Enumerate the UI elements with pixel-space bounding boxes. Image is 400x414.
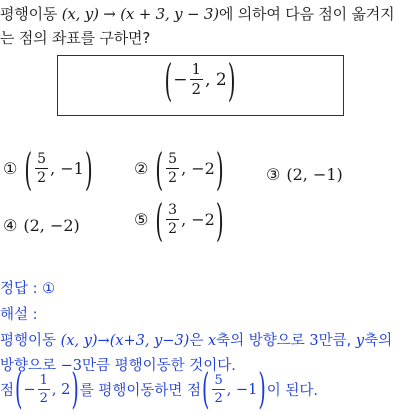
translation-rule: (x, y) → (x + 3, y − 3) [61, 5, 219, 23]
fraction-numerator: 5 [168, 151, 178, 167]
choice-2-rest: , −2 [181, 159, 215, 178]
shift-amount: −3 [60, 358, 83, 374]
fraction-denominator: 2 [39, 391, 48, 406]
choice-4-text: (2, −2) [23, 216, 80, 235]
explanation-line-1 [0, 329, 392, 350]
choice-4-label: ④ [3, 216, 18, 235]
question-line-1 [0, 3, 394, 24]
choice-5-fraction [166, 203, 179, 236]
right-paren: ) [71, 365, 79, 414]
left-paren: ( [202, 365, 210, 414]
choice-3-text: (2, −1) [286, 165, 343, 184]
explanation-label: 해설 : [0, 307, 38, 323]
fraction-numerator: 3 [168, 202, 178, 218]
choice-4[interactable] [3, 216, 80, 235]
x-variable: x [207, 333, 217, 349]
choice-2[interactable] [134, 142, 225, 195]
choice-1-fraction [35, 152, 48, 185]
point-sign: − [23, 381, 36, 398]
answer-label: 정답 : ① [0, 281, 56, 297]
explanation-fraction-2 [212, 374, 224, 405]
given-point-rest: , 2 [205, 69, 227, 90]
explanation-text: 은 [189, 333, 208, 349]
point-rest: , −1 [226, 381, 258, 398]
left-paren: ( [15, 365, 23, 414]
right-paren: ) [215, 193, 224, 246]
right-paren: ) [84, 142, 93, 195]
choice-2-fraction [166, 152, 179, 185]
explanation-text: 를 평행이동하면 점 [79, 383, 202, 399]
explanation-text: 점 [0, 383, 15, 399]
explanation-text: 축의 [364, 333, 393, 349]
explanation-text: 방향으로 [0, 358, 61, 374]
explanation-text: 만큼, [318, 333, 356, 349]
choice-3[interactable] [266, 165, 343, 184]
given-point-sign: − [173, 69, 188, 90]
fraction-numerator: 1 [191, 60, 202, 78]
shift-amount: 3 [309, 333, 319, 349]
point-rest: , 2 [51, 381, 71, 398]
explanation-text: 축의 방향으로 [216, 333, 310, 349]
left-paren: ( [155, 142, 164, 195]
fraction-denominator: 2 [214, 391, 223, 406]
left-paren: ( [24, 142, 33, 195]
explanation-fraction-1 [38, 374, 50, 405]
explanation-text: 평행이동 [0, 333, 61, 349]
explanation-text: 만큼 평행이동한 것이다. [82, 358, 236, 374]
given-point [0, 53, 400, 106]
choice-2-label: ② [134, 159, 149, 178]
fraction-denominator: 2 [37, 170, 47, 186]
choice-1[interactable] [3, 142, 94, 195]
right-paren: ) [258, 365, 266, 414]
fraction-denominator: 2 [168, 221, 178, 237]
choice-5[interactable] [134, 193, 225, 246]
question-text-suffix: 에 의하여 다음 점이 옮겨지 [218, 5, 395, 23]
y-variable: y [355, 333, 365, 349]
fraction-numerator: 5 [214, 373, 223, 388]
choice-1-rest: , −1 [50, 159, 84, 178]
choice-5-label: ⑤ [134, 210, 149, 229]
choice-1-label: ① [3, 159, 18, 178]
right-paren: ) [227, 53, 236, 106]
explanation-line-2 [0, 354, 236, 375]
right-paren: ) [215, 142, 224, 195]
fraction-numerator: 1 [39, 373, 48, 388]
question-line-2: 는 점의 좌표를 구하면? [0, 29, 151, 47]
choice-3-label: ③ [266, 165, 281, 184]
fraction-numerator: 5 [37, 151, 47, 167]
explanation-text: 이 된다. [266, 383, 318, 399]
translation-rule: (x, y)→(x+3, y−3) [60, 333, 190, 349]
left-paren: ( [164, 53, 173, 106]
question-text-prefix: 평행이동 [0, 5, 58, 23]
given-point-fraction [190, 62, 204, 97]
choice-5-rest: , −2 [181, 210, 215, 229]
fraction-denominator: 2 [191, 80, 202, 98]
fraction-denominator: 2 [168, 170, 178, 186]
left-paren: ( [155, 193, 164, 246]
